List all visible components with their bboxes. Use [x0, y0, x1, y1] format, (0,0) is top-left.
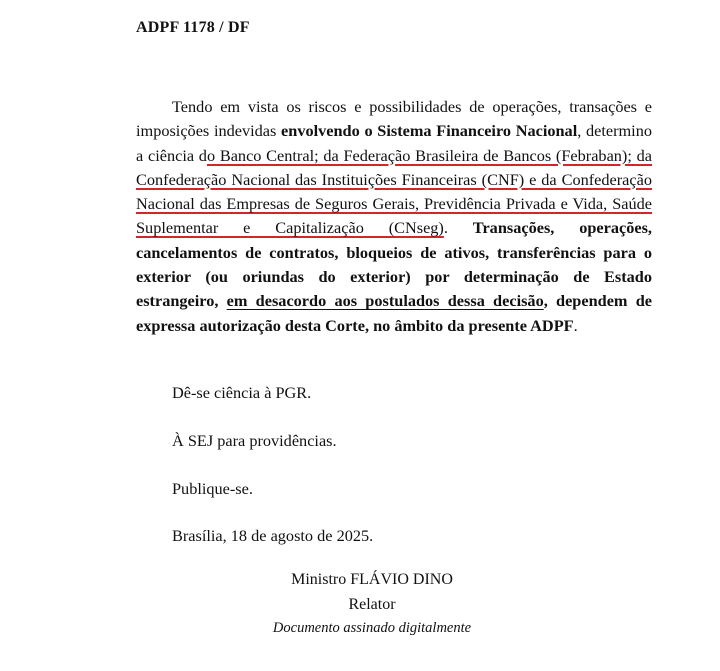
publique-line: Publique-se. — [172, 479, 253, 498]
text-bold-sfn: envolvendo o Sistema Financeiro Nacional — [281, 121, 578, 141]
case-header: ADPF 1178 / DF — [136, 19, 250, 36]
text-bold-conclusion: , dependem de expressa autorização desta Corte, no âmbito da presente ADPF — [136, 291, 652, 335]
text-bold-underlined: em desacordo aos postulados dessa decisão — [226, 291, 544, 311]
sej-line: À SEJ para providências. — [172, 431, 337, 450]
signature-name: Ministro FLÁVIO DINO — [291, 571, 453, 588]
text-segment-1: Tendo em vista os riscos e possibilidades de operações, transações e imposições indevidas — [136, 97, 652, 141]
text-segment-2: , determino a ciência d — [136, 121, 652, 165]
red-underlined-entities: o Banco Central; da Federação Brasileira de Bancos (Febraban); da Confederação Nacional das Instituições Financeiras (CNF) e da Confederação Nacional das Empresas de Seguros Gerais, Previdência Privada e Vida, Saúde Suplementar e Capitalização (CNseg) — [136, 145, 652, 238]
text-segment-3: . — [443, 218, 473, 238]
decision-paragraph — [136, 95, 652, 338]
signature-role: Relator — [348, 596, 396, 613]
text-bold-transactions: Transações, operações, cancelamentos de contratos, bloqueios de ativos, transferências para o exterior (ou oriundas do exterior) por determinação de Estado estrangeiro, — [136, 218, 652, 311]
signature-note: Documento assinado digitalmente — [272, 620, 472, 636]
text-period: . — [573, 315, 578, 335]
date-line: Brasília, 18 de agosto de 2025. — [172, 526, 374, 545]
pgr-line: Dê-se ciência à PGR. — [172, 383, 312, 402]
